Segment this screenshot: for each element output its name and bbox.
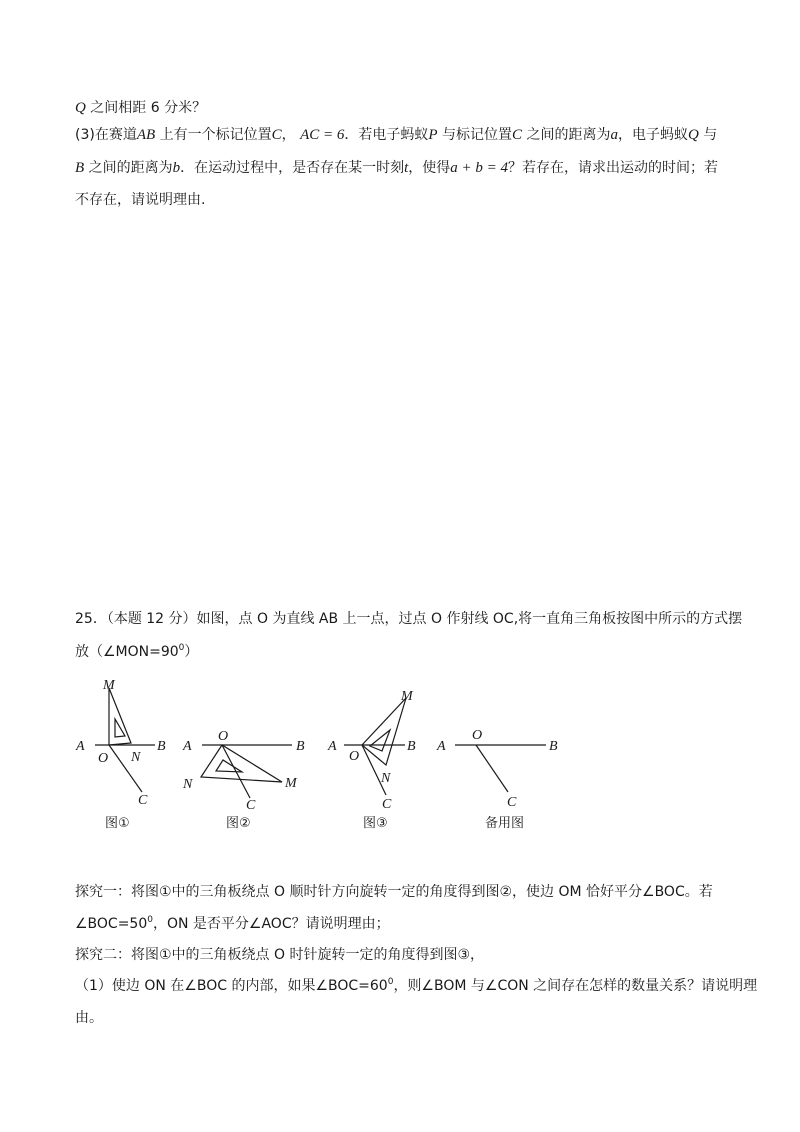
text: ？若存在，请求出运动的时间；若 <box>508 160 719 176</box>
triangle-inner <box>115 719 125 737</box>
text: ，电子蚂蚁 <box>617 127 688 143</box>
text: 与标记位置 <box>437 127 513 143</box>
caption-figure-3: 图③ <box>363 816 388 831</box>
var-c: C <box>271 127 282 143</box>
label-m: M <box>401 689 413 704</box>
explore-1-line-1: 探究一：将图①中的三角板绕点 O 顺时针方向旋转一定的角度得到图②，使边 OM 恰好平分∠BOC。若 <box>75 884 713 900</box>
var-c: C <box>512 127 523 143</box>
q24-line-3 <box>75 158 718 178</box>
ray-oc <box>362 745 386 795</box>
triangle-outer <box>201 745 282 782</box>
label-a: A <box>328 739 337 754</box>
text: 之间的距离为 <box>84 160 173 176</box>
var-p: P <box>428 127 438 143</box>
text: 上有一个标记位置 <box>155 127 272 143</box>
label-b: B <box>549 739 558 754</box>
text: 之间的距离为 <box>522 127 611 143</box>
triangle-inner <box>216 760 242 772</box>
text: ） <box>184 644 199 660</box>
var-ab: AB <box>136 127 156 143</box>
label-m: M <box>103 678 115 693</box>
text: (3)在赛道 <box>75 127 137 143</box>
text: ∠BOC=50 <box>75 916 148 932</box>
label-a: A <box>76 739 85 754</box>
text: （1）使边 ON 在∠BOC 的内部，如果∠BOC=60 <box>75 978 388 994</box>
eq-ab4: a + b = 4 <box>450 160 509 176</box>
text: ，ON 是否平分∠AOC？请说明理由； <box>152 916 390 932</box>
label-a: A <box>183 739 192 754</box>
text: ．在运动过程中，是否存在某一时刻 <box>180 160 405 176</box>
degree-sup: 0 <box>147 915 153 925</box>
text: 放（∠MON=90 <box>75 644 179 660</box>
label-b: B <box>157 739 166 754</box>
label-o: O <box>349 749 360 764</box>
q25-stem-line-2 <box>75 642 198 662</box>
q25-stem-line-1: 25．（本题 12 分）如图，点 O 为直线 AB 上一点，过点 O 作射线 OC,将一直角三角板按图中所示的方式摆 <box>75 611 743 627</box>
label-n: N <box>131 750 141 765</box>
label-c: C <box>138 793 148 808</box>
figure-spare <box>436 728 558 831</box>
label-n: N <box>183 777 193 792</box>
caption-figure-2: 图② <box>226 816 251 831</box>
degree-sup: 0 <box>178 643 185 653</box>
explore-2-line: 探究二：将图①中的三角板绕点 O 时针旋转一定的角度得到图③， <box>75 947 485 963</box>
figure-3 <box>327 689 416 831</box>
caption-spare-figure: 备用图 <box>485 816 525 831</box>
label-n: N <box>381 771 391 786</box>
text: ， <box>281 127 296 143</box>
figure-2 <box>182 729 305 831</box>
part-1-line-1 <box>75 976 757 996</box>
eq-ac: AC = 6 <box>300 127 345 143</box>
part-1-line-2: 由。 <box>75 1010 103 1026</box>
label-m: M <box>285 776 297 791</box>
label-c: C <box>246 798 256 813</box>
degree-sup: 0 <box>387 977 394 987</box>
label-b: B <box>407 739 416 754</box>
label-o: O <box>98 751 109 766</box>
caption-figure-1: 图① <box>105 816 130 831</box>
text: ，使得 <box>408 160 451 176</box>
label-b: B <box>296 739 305 754</box>
ray-oc <box>476 745 508 792</box>
var-b-small: b <box>172 160 181 176</box>
text: 与 <box>698 127 718 143</box>
q24-line-2 <box>75 125 717 145</box>
var-t: t <box>404 160 409 176</box>
text: ．若电子蚂蚁 <box>344 127 429 143</box>
label-o: O <box>472 728 483 743</box>
text: ，则∠BOM 与∠CON 之间存在怎样的数量关系？请说明理 <box>393 978 758 994</box>
var-q: Q <box>687 127 699 143</box>
label-a: A <box>437 739 446 754</box>
explore-1-line-2 <box>75 914 390 934</box>
text: 之间相距 6 分米？ <box>85 100 207 116</box>
q24-line-4: 不存在，请说明理由. <box>75 192 206 208</box>
figure-1 <box>75 678 166 831</box>
var-a: a <box>610 127 618 143</box>
q24-line-1 <box>75 98 206 118</box>
var-q: Q <box>75 100 86 116</box>
var-b: B <box>75 160 85 176</box>
q25-figures <box>60 670 620 840</box>
label-c: C <box>507 795 517 810</box>
triangle-outer <box>362 698 406 765</box>
label-o: O <box>218 729 229 744</box>
label-c: C <box>382 797 392 812</box>
